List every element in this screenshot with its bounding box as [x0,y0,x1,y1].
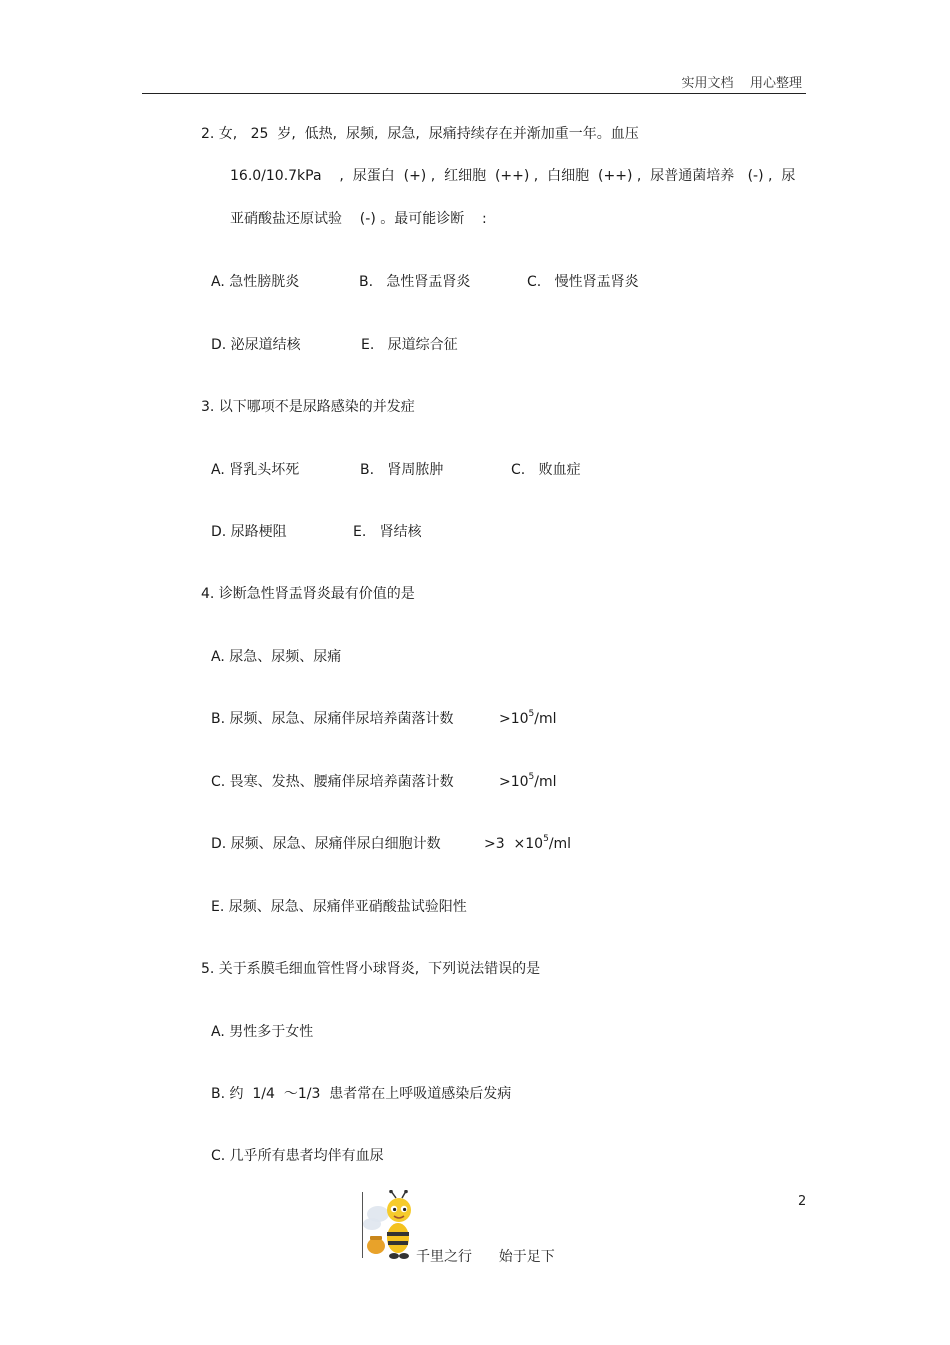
q2-stem-line3: 亚硝酸盐还原试验 (-) 。最可能诊断 : [230,211,487,227]
bee-mascot-icon [360,1190,420,1262]
q5-option-c: C. 几乎所有患者均伴有血尿 [211,1148,384,1164]
q2-option-a: A. 急性膀胱炎 [211,274,300,290]
q4-option-b [211,709,557,728]
q4-option-d-count [484,835,571,853]
q2-option-b: B. 急性肾盂肾炎 [359,274,471,290]
q4-option-c-count [499,773,557,791]
q2-stem-line1: 2. 女, 25 岁, 低热, 尿频, 尿急, 尿痛持续存在并渐加重一年。血压 [201,126,639,142]
page-header: 实用文档 用心整理 [681,76,802,91]
q4-option-d-text: D. 尿频、尿急、尿痛伴尿白细胞计数 [211,836,441,852]
q4-option-c [211,772,557,791]
q3-stem: 3. 以下哪项不是尿路感染的并发症 [201,399,415,415]
q4-option-a: A. 尿急、尿频、尿痛 [211,649,342,665]
q4-option-c-unit: /ml [534,774,557,790]
q2-option-e: E. 尿道综合征 [361,337,458,353]
q4-option-b-count [499,710,557,728]
q4-option-d-value: >3 ×10 [484,836,544,852]
q4-option-d-unit: /ml [548,836,572,852]
q4-option-d-exponent: 5 [543,834,549,844]
q4-option-b-value: >10 [499,711,529,727]
q5-option-a: A. 男性多于女性 [211,1024,314,1040]
q4-stem: 4. 诊断急性肾盂肾炎最有价值的是 [201,586,415,602]
header-rule [142,93,806,94]
q4-option-b-unit: /ml [534,711,557,727]
q3-option-e: E. 肾结核 [353,524,422,540]
q5-stem: 5. 关于系膜毛细血管性肾小球肾炎, 下列说法错误的是 [201,961,541,977]
q2-stem-line2: 16.0/10.7kPa , 尿蛋白 (+) , 红细胞 (++) , 白细胞 (++) , 尿普通菌培养 (-) , 尿 [230,168,796,184]
q3-option-d: D. 尿路梗阻 [211,524,287,540]
page-number: 2 [798,1194,807,1209]
q2-option-c: C. 慢性肾盂肾炎 [527,274,639,290]
q3-option-c: C. 败血症 [511,462,581,478]
q3-option-b: B. 肾周脓肿 [360,462,444,478]
q4-option-b-text: B. 尿频、尿急、尿痛伴尿培养菌落计数 [211,711,454,727]
q4-option-c-exponent: 5 [528,772,535,782]
q4-option-b-exponent: 5 [528,709,535,719]
q2-option-d: D. 泌尿道结核 [211,337,301,353]
q4-option-c-value: >10 [499,774,529,790]
q5-option-b: B. 约 1/4 ～1/3 患者常在上呼吸道感染后发病 [211,1086,512,1102]
q3-option-a: A. 肾乳头坏死 [211,462,300,478]
q4-option-c-text: C. 畏寒、发热、腰痛伴尿培养菌落计数 [211,774,454,790]
footer-motto: 千里之行 始于足下 [416,1249,555,1265]
q4-option-e: E. 尿频、尿急、尿痛伴亚硝酸盐试验阳性 [211,899,467,915]
